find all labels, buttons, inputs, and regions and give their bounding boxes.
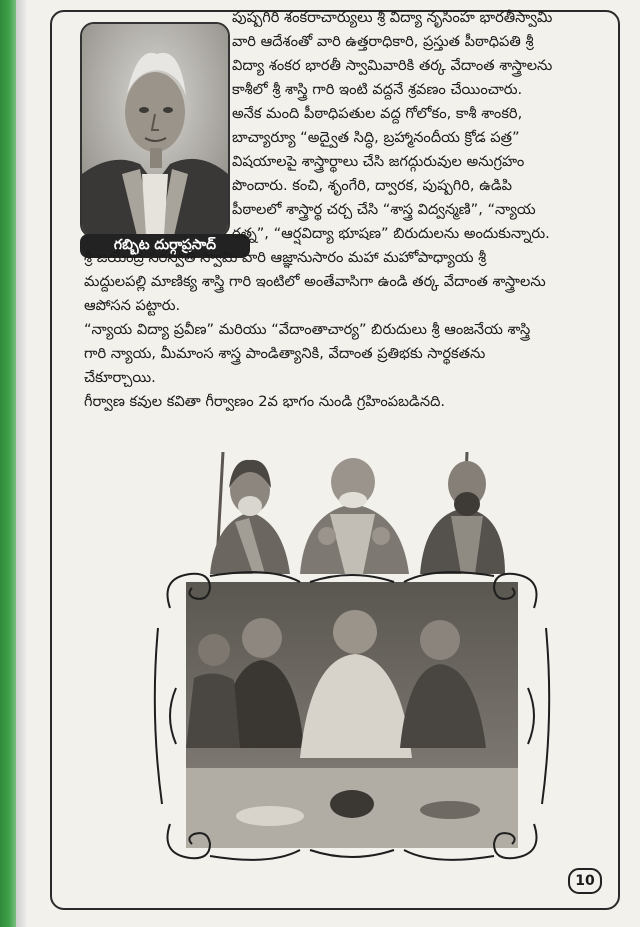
text-line: ఆపోసన పట్టారు. xyxy=(84,297,181,314)
text-line: పుష్పగిరి శంకరాచార్యులు శ్రీ విద్యా నృసింహ భారతీస్వామి xyxy=(232,9,553,26)
text-line: అనేక మంది పీఠాధిపతుల వద్ద గోలోకం, కాశీ శాంకరి, xyxy=(232,105,523,122)
text-line: గీర్వాణ కవుల కవితా గీర్వాణం 2వ భాగం నుండి గ్రహింపబడినది. xyxy=(84,393,446,410)
text-line: విద్యా శంకర భారతీ స్వామివారికి తర్క వేదాంత శాస్త్రాలను xyxy=(232,57,553,74)
page-number: 10 xyxy=(568,868,602,894)
text-line: పొందారు. కంచి, శృంగేరి, ద్వారక, పుష్పగిరి, ఉడిపి xyxy=(232,177,513,194)
page-stack-edge xyxy=(16,0,28,927)
text-line: “న్యాయ విద్యా ప్రవీణ” మరియు “వేదాంతాచార్య” బిరుదులు శ్రీ ఆంజనేయ శాస్త్రి xyxy=(84,321,531,338)
text-line: రత్న”, “ఆర్షవిద్యా భూషణ” బిరుదులను అందుకున్నారు. xyxy=(232,225,550,242)
seers-photo xyxy=(205,452,505,574)
text-line: బాచ్యార్యూ “అద్వైత సిద్ధి, బ్రహ్మానందీయ క్రోడ పత్ర” xyxy=(232,129,520,146)
text-line: పీఠాలలో శాస్త్రార్థ చర్చ చేసి “శాస్త్ర విద్వన్మణి”, “న్యాయ xyxy=(232,201,536,218)
text-line: గారి న్యాయ, మీమాంస శాస్త్ర పాండిత్యానికి, వేదాంత ప్రతిభకు సార్థకతను xyxy=(84,345,486,362)
green-page-edge xyxy=(0,0,16,927)
text-line: వారి ఆదేశంతో వారి ఉత్తరాధికారి, ప్రస్తుత పీఠాధిపతి శ్రీ xyxy=(232,33,534,50)
ceremony-group-photo xyxy=(150,568,554,864)
author-name-tag: గబ్బిట దుర్గాప్రసాద్ xyxy=(80,234,250,258)
text-line: కాశీలో శ్రీ శాస్త్రి గారి ఇంటి వద్దనే శ్రవణం చేయించారు. xyxy=(232,81,523,98)
text-line: శ్రీ జయేంద్ర సరస్వతీ స్వామి వారి ఆజ్ఞానుసారం మహా మహోపాధ్యాయ శ్రీ xyxy=(84,249,487,266)
body-paragraphs xyxy=(84,246,546,414)
author-portrait xyxy=(80,22,230,238)
text-line: విషయాలపై శాస్త్రార్థాలు చేసి జగద్గురువుల అనుగ్రహం xyxy=(232,153,525,170)
text-line: మద్దులపల్లి మాణిక్య శాస్త్రి గారి ఇంటిలో అంతేవాసిగా ఉండి తర్క వేదాంత శాస్త్రాలను xyxy=(84,273,546,290)
intro-paragraph xyxy=(232,6,552,246)
text-line: చేకూర్చాయి. xyxy=(84,369,156,386)
